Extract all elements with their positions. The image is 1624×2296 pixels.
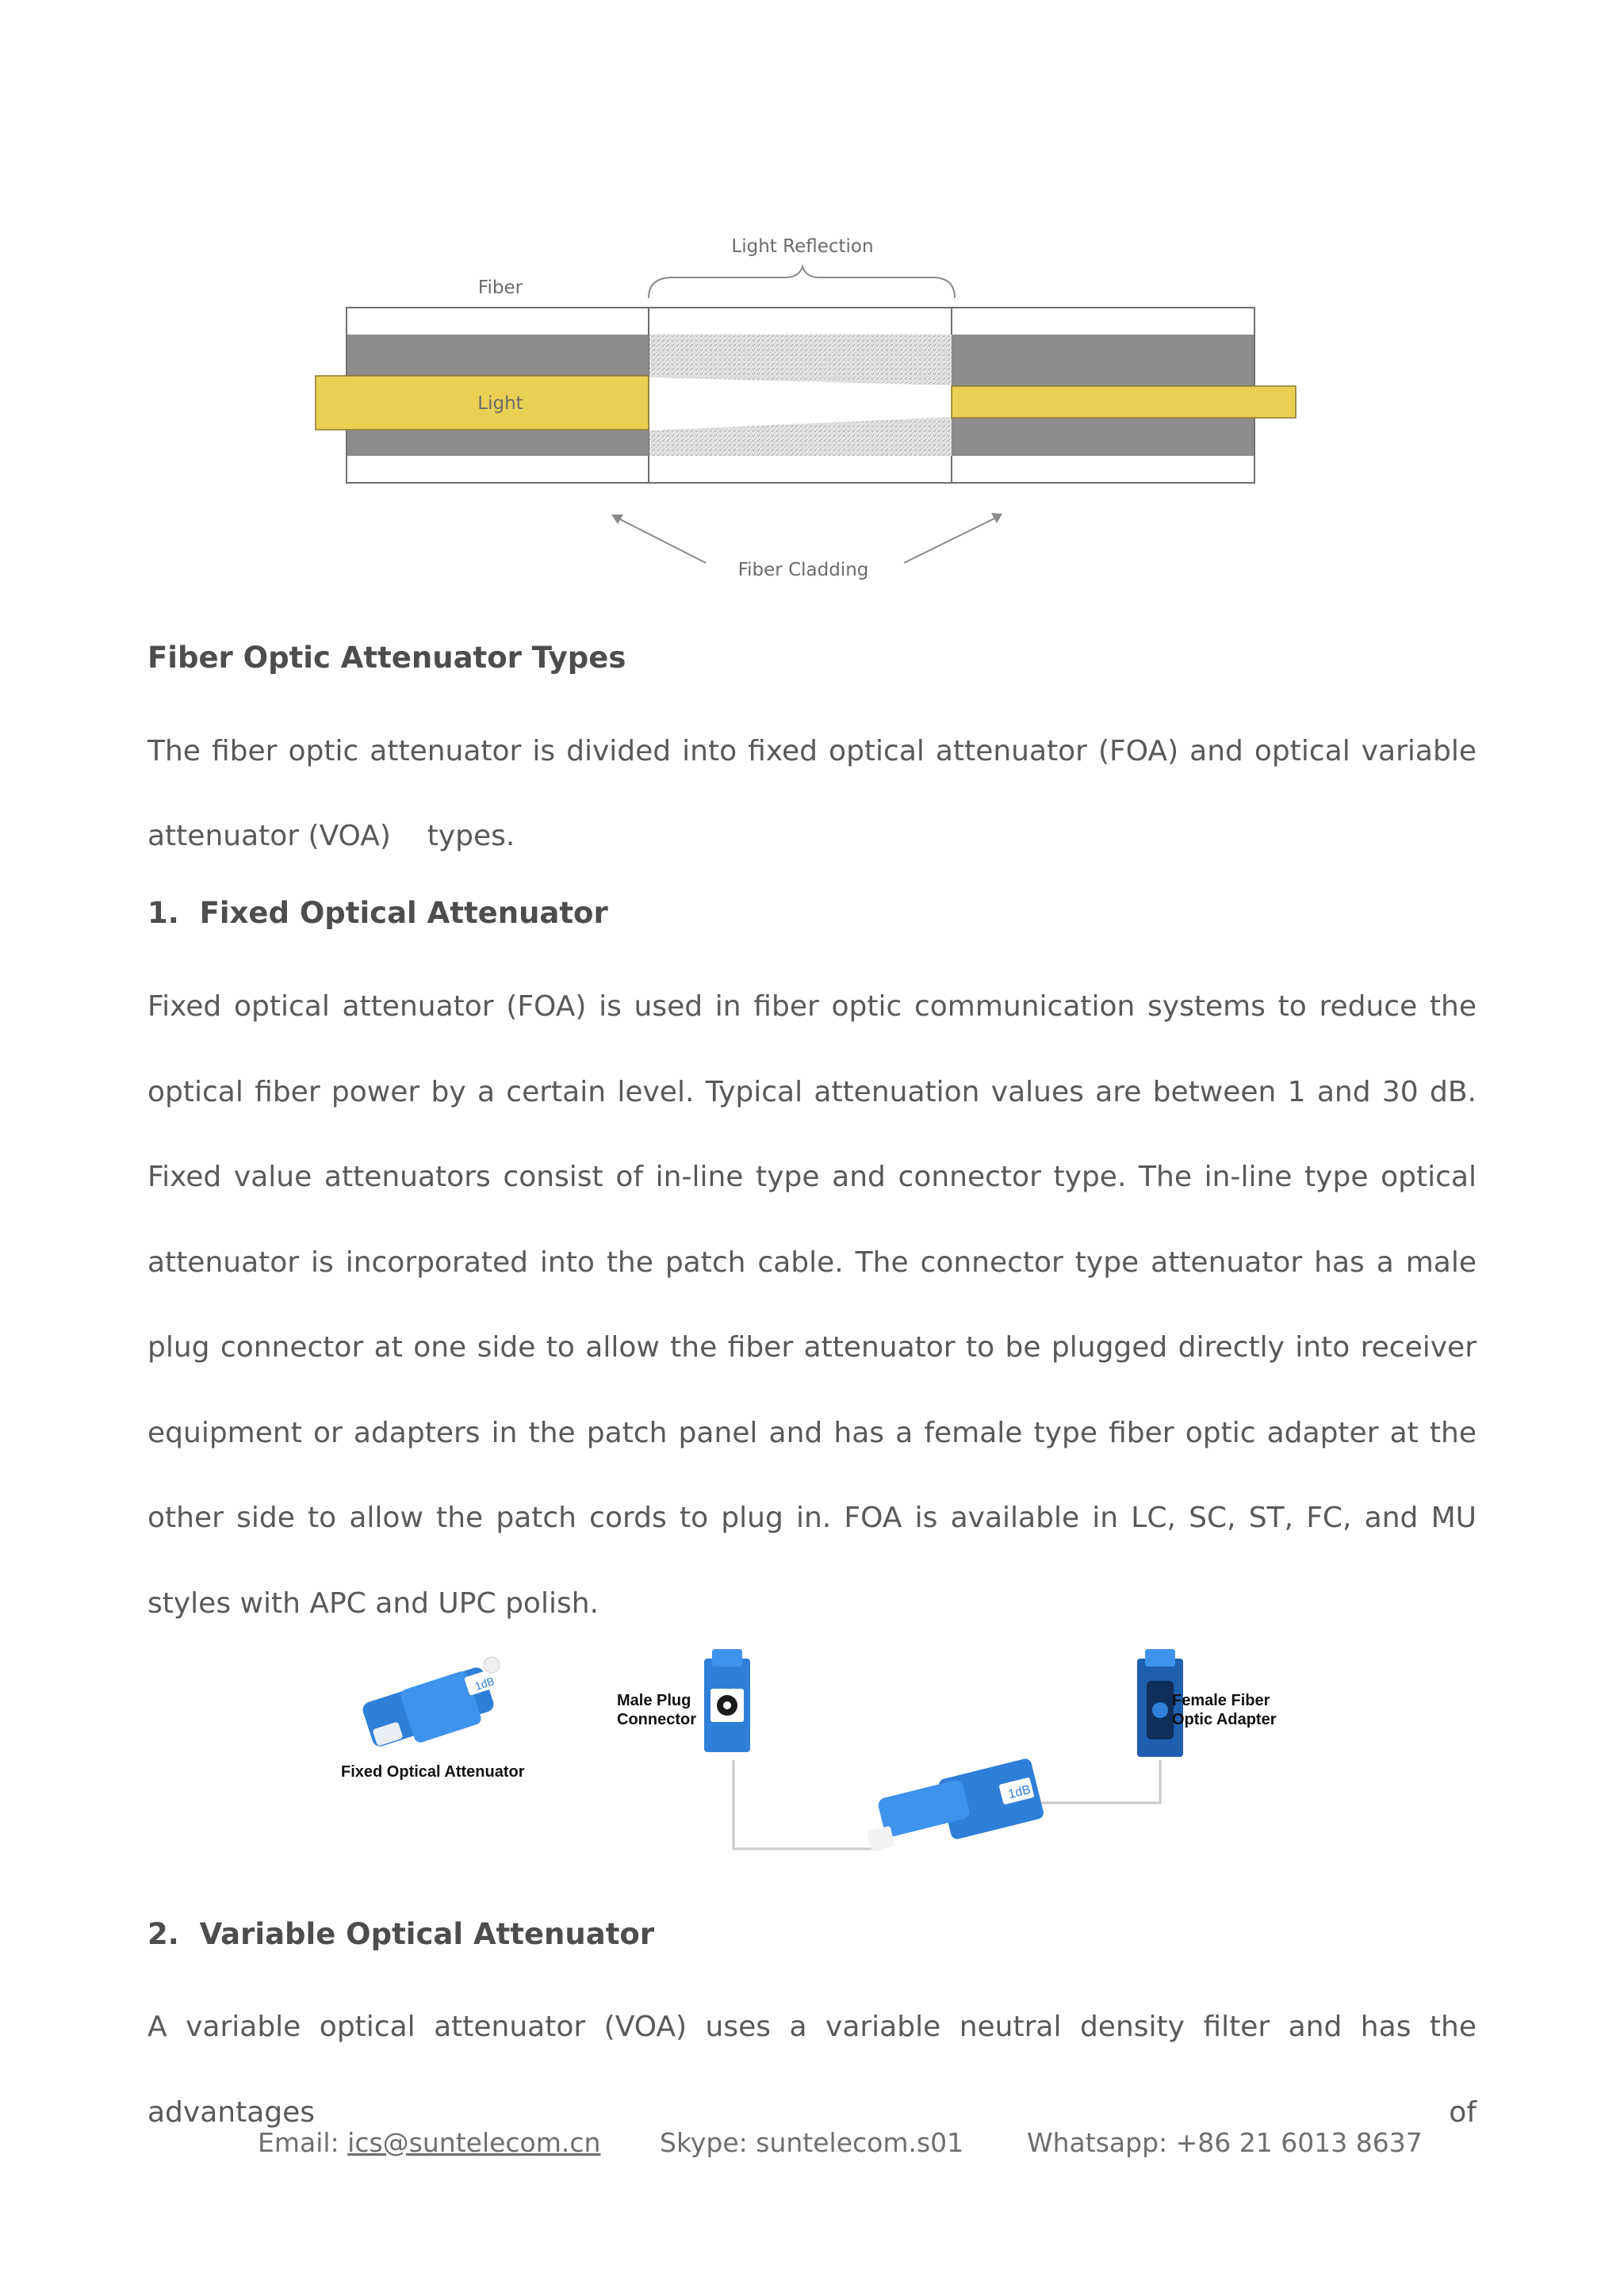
male-plug-connector-label: Male Plug Connector (617, 1692, 696, 1728)
light-reflection-label: Light Reflection (731, 236, 874, 257)
section-heading-variable: 2. Variable Optical Attenuator (147, 1917, 655, 1951)
attenuator-marking-1db-center: 1dB (1006, 1782, 1032, 1802)
fixed-attenuator-figure (333, 1641, 1332, 1879)
connector-type-attenuator-image (867, 1758, 1044, 1852)
email-label: Email: (258, 2127, 348, 2158)
email-link[interactable]: ics@suntelecom.cn (347, 2127, 601, 2158)
fiber-reflection-diagram (301, 222, 1332, 603)
section-heading-fixed: 1. Fixed Optical Attenuator (147, 896, 608, 930)
fixed-optical-attenuator-caption: Fixed Optical Attenuator (341, 1763, 525, 1781)
section-heading-types: Fiber Optic Attenuator Types (147, 641, 626, 675)
fixed-attenuator-paragraph: Fixed optical attenuator (FOA) is used in fiber optic communication systems to reduce the optical fiber power by a certain level. Typical attenuation values are between 1 and 30 dB. Fixed value attenuators consist of in-line type and connector type. The in-line type optical attenuator is incorporated into the patch cable. The connector type attenuator has a male plug connector at one side to allow the fiber attenuator to be plugged directly into receiver equipment or adapters in the patch panel and has a female type fiber optic adapter at the other side to allow the patch cords to plug in. FOA is available in LC, SC, ST, FC, and MU styles with APC and UPC polish. (147, 990, 1477, 1620)
male-plug-connector-image (704, 1649, 750, 1752)
variable-attenuator-paragraph: A variable optical attenuator (VOA) uses a variable neutral density filter and has the advantages of (147, 2011, 1477, 2129)
types-intro-line1: The fiber optic attenuator is divided into fixed optical attenuator (FOA) and optical variable (147, 735, 1477, 767)
fiber-label: Fiber (477, 277, 523, 298)
light-label: Light (477, 393, 523, 414)
fixed-attenuator-image (361, 1657, 500, 1748)
footer-skype: Skype: suntelecom.s01 (660, 2127, 964, 2158)
footer-whatsapp: Whatsapp: +86 21 6013 8637 (1027, 2127, 1423, 2158)
attenuator-marking-1db: 1dB (473, 1674, 496, 1693)
footer-email (258, 2127, 600, 2158)
fiber-cladding-label: Fiber Cladding (737, 560, 869, 580)
types-intro-line2: attenuator (VOA) types. (147, 820, 515, 852)
female-adapter-label: Female Fiber Optic Adapter (1172, 1692, 1277, 1728)
